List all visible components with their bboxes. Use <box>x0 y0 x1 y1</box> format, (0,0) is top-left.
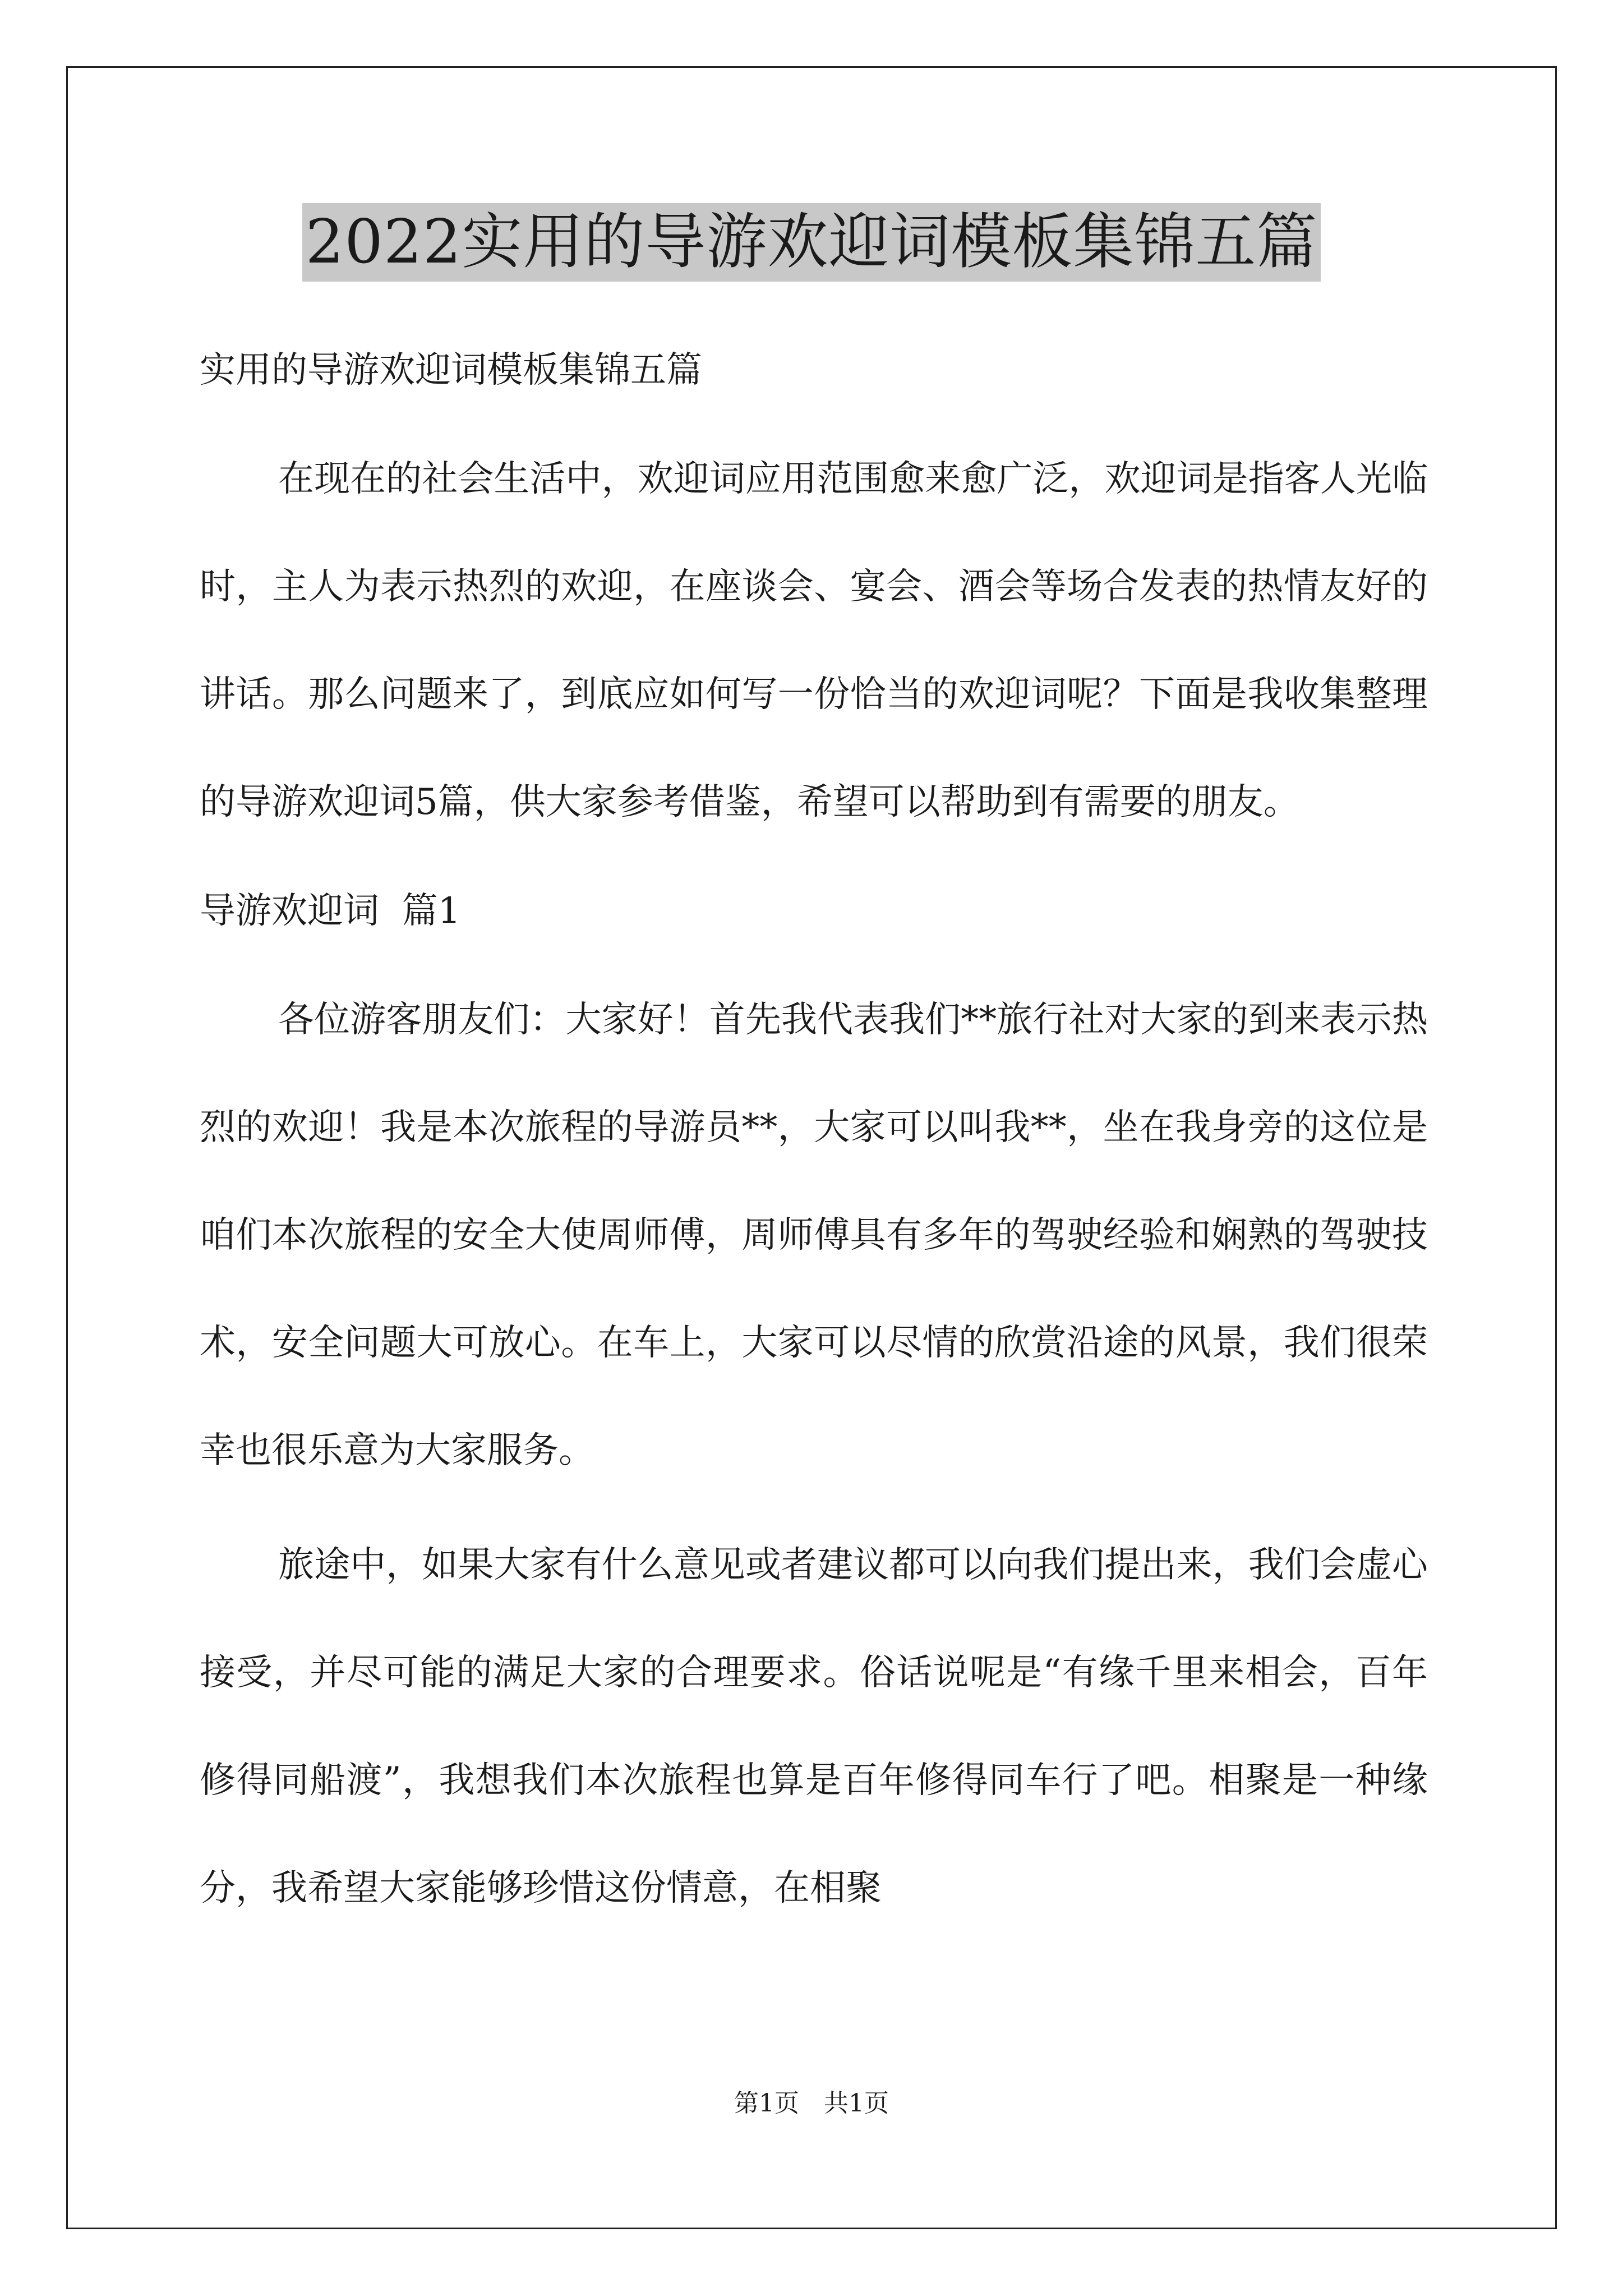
document-title: 2022实用的导游欢迎词模板集锦五篇 <box>302 203 1321 282</box>
title-container <box>0 203 1623 282</box>
document-subtitle: 实用的导游欢迎词模板集锦五篇 <box>200 349 702 391</box>
intro-paragraph: 在现在的社会生活中，欢迎词应用范围愈来愈广泛，欢迎词是指客人光临时，主人为表示热烈的欢迎，在座谈会、宴会、酒会等场合发表的热情友好的讲话。那么问题来了，到底应如何写一份恰当的欢迎词呢？下面是我收集整理的导游欢迎词5篇，供大家参考借鉴，希望可以帮助到有需要的朋友。 <box>200 458 1428 823</box>
section-heading: 导游欢迎词 篇1 <box>200 890 461 932</box>
body-paragraph: 旅途中，如果大家有什么意见或者建议都可以向我们提出来，我们会虚心接受，并尽可能的满足大家的合理要求。俗话说呢是“有缘千里来相会，百年修得同船渡”，我想我们本次旅程也算是百年修得同车行了吧。相聚是一种缘分，我希望大家能够珍惜这份情意，在相聚 <box>200 1544 1428 1909</box>
body-paragraph: 各位游客朋友们：大家好！首先我代表我们**旅行社对大家的到来表示热烈的欢迎！我是本次旅程的导游员**，大家可以叫我**，坐在我身旁的这位是咱们本次旅程的安全大使周师傅，周师傅具有多年的驾驶经验和娴熟的驾驶技术，安全问题大可放心。在车上，大家可以尽情的欣赏沿途的风景，我们很荣幸也很乐意为大家服务。 <box>200 999 1428 1471</box>
document-body <box>200 315 1428 1942</box>
page-footer: 第1页 共1页 <box>734 2089 889 2118</box>
